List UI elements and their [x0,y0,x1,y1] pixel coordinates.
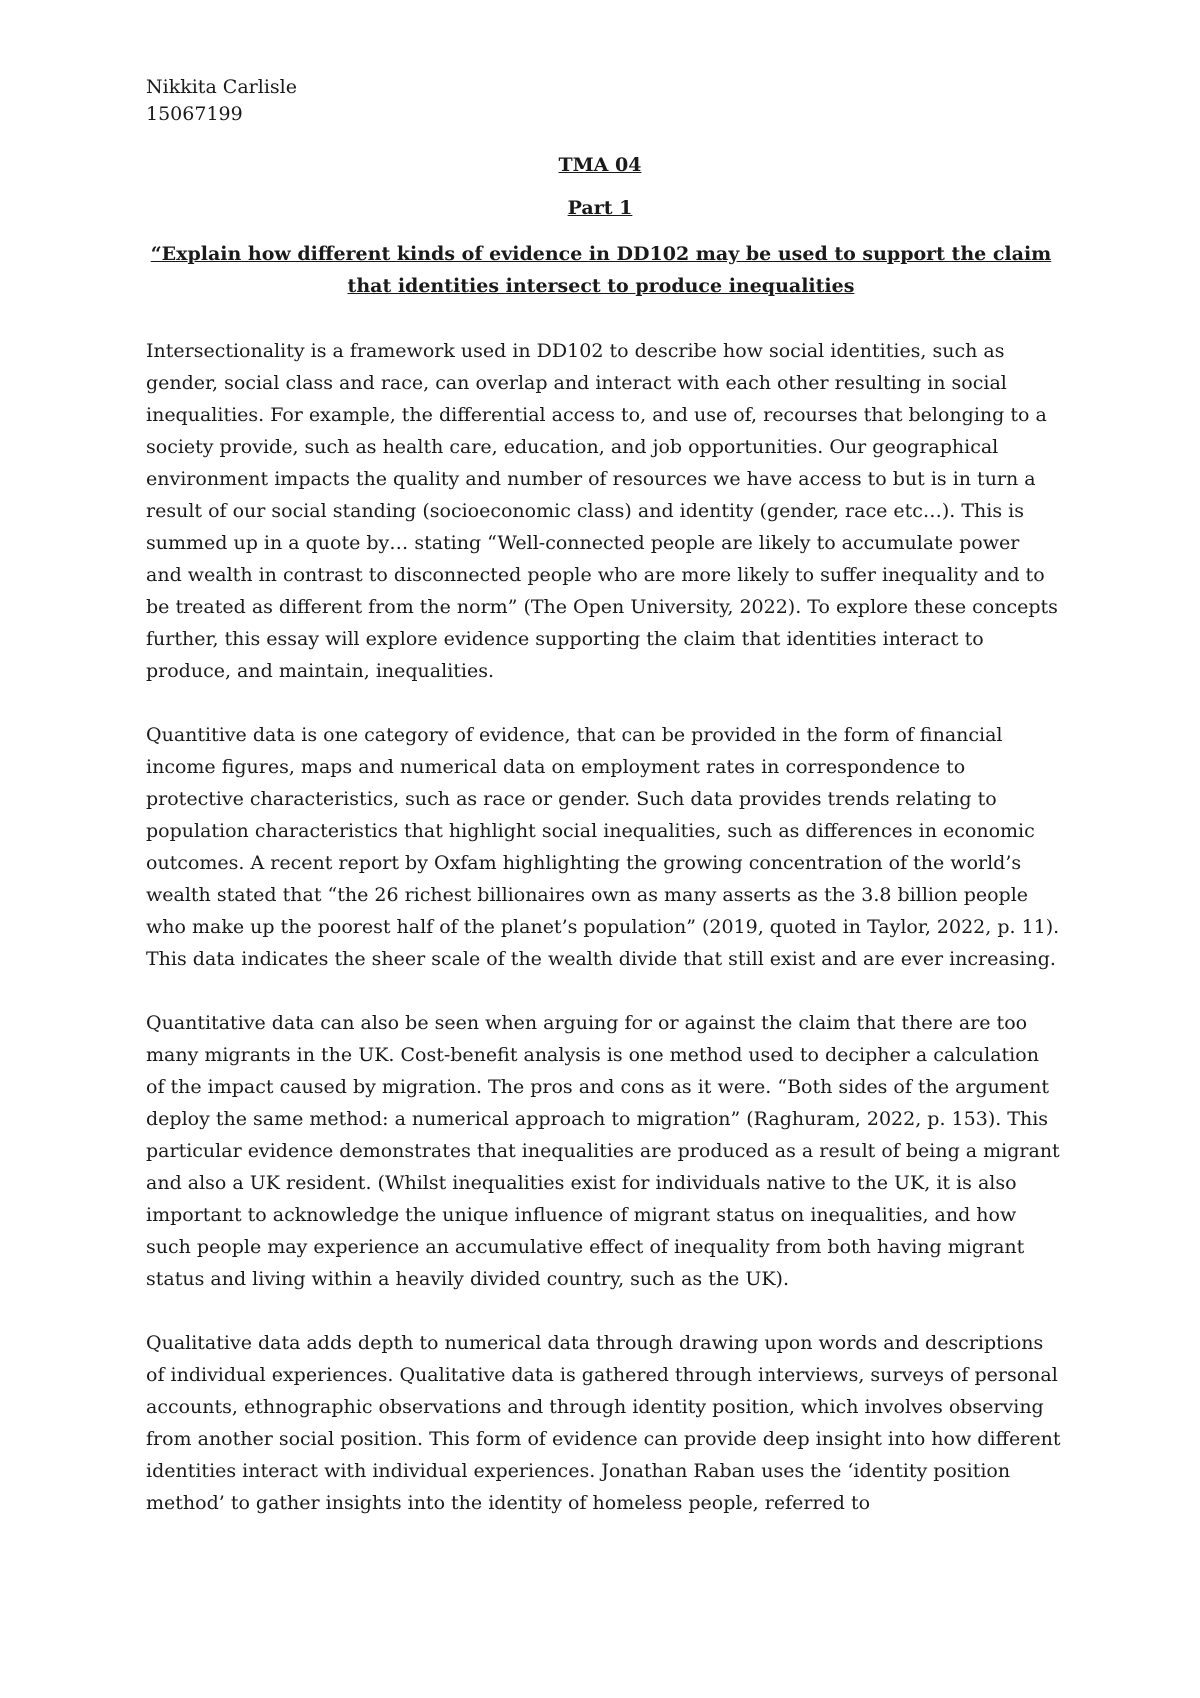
paragraph: Quantitative data can also be seen when arguing for or against the claim that there are too many migrants in the UK. Cost-benefit analysis is one method used to decipher a calculation of the impact caused by migration. The pros and cons as it were. “Both sides of the argument deploy the same method: a numerical approach to migration” (Raghuram, 2022, p. 153). This particular evidence demonstrates that inequalities are produced as a result of being a migrant and also a UK resident. (Whilst inequalities exist for individuals native to the UK, it is also important to acknowledge the unique influence of migrant status on inequalities, and how such people may experience an accumulative effect of inequality from both having migrant status and living within a heavily divided country, such as the UK). [146,1012,1060,1290]
essay-question: “Explain how different kinds of evidence in DD102 may be used to support the claim that identities intersect to produce inequalities [150,243,1052,297]
paragraph: Quantitive data is one category of evidence, that can be provided in the form of financial income figures, maps and numerical data on employment rates in correspondence to protective characteristics, such as race or gender. Such data provides trends relating to population characteristics that highlight social inequalities, such as differences in economic outcomes. A recent report by Oxfam highlighting the growing concentration of the world’s wealth stated that “the 26 richest billionaires own as many asserts as the 3.8 billion people who make up the poorest half of the planet’s population” (2019, quoted in Taylor, 2022, p. 11). This data indicates the sheer scale of the wealth divide that still exist and are ever increasing. [146,724,1060,970]
essay-body [146,335,1061,1551]
part-heading: Part 1 [567,197,633,219]
student-id: 15067199 [146,103,243,125]
author-name: Nikkita Carlisle [146,76,297,98]
document-title: TMA 04 [558,154,642,176]
author-block [146,74,297,128]
paragraph: Intersectionality is a framework used in DD102 to describe how social identities, such as gender, social class and race, can overlap and interact with each other resulting in social inequalities. For example, the differential access to, and use of, recourses that belonging to a society provide, such as health care, education, and job opportunities. Our geographical environment impacts the quality and number of resources we have access to but is in turn a result of our social standing (socioeconomic class) and identity (gender, race etc…). This is summed up in a quote by… stating “Well-connected people are likely to accumulate power and wealth in contrast to disconnected people who are more likely to suffer inequality and to be treated as different from the norm” (The Open University, 2022). To explore these concepts further, this essay will explore evidence supporting the claim that identities interact to produce, and maintain, inequalities. [146,340,1058,682]
paragraph: Qualitative data adds depth to numerical data through drawing upon words and descriptions of individual experiences. Qualitative data is gathered through interviews, surveys of personal accounts, ethnographic observations and through identity position, which involves observing from another social position. This form of evidence can provide deep insight into how different identities interact with individual experiences. Jonathan Raban uses the ‘identity position method’ to gather insights into the identity of homeless people, referred to [146,1332,1061,1514]
